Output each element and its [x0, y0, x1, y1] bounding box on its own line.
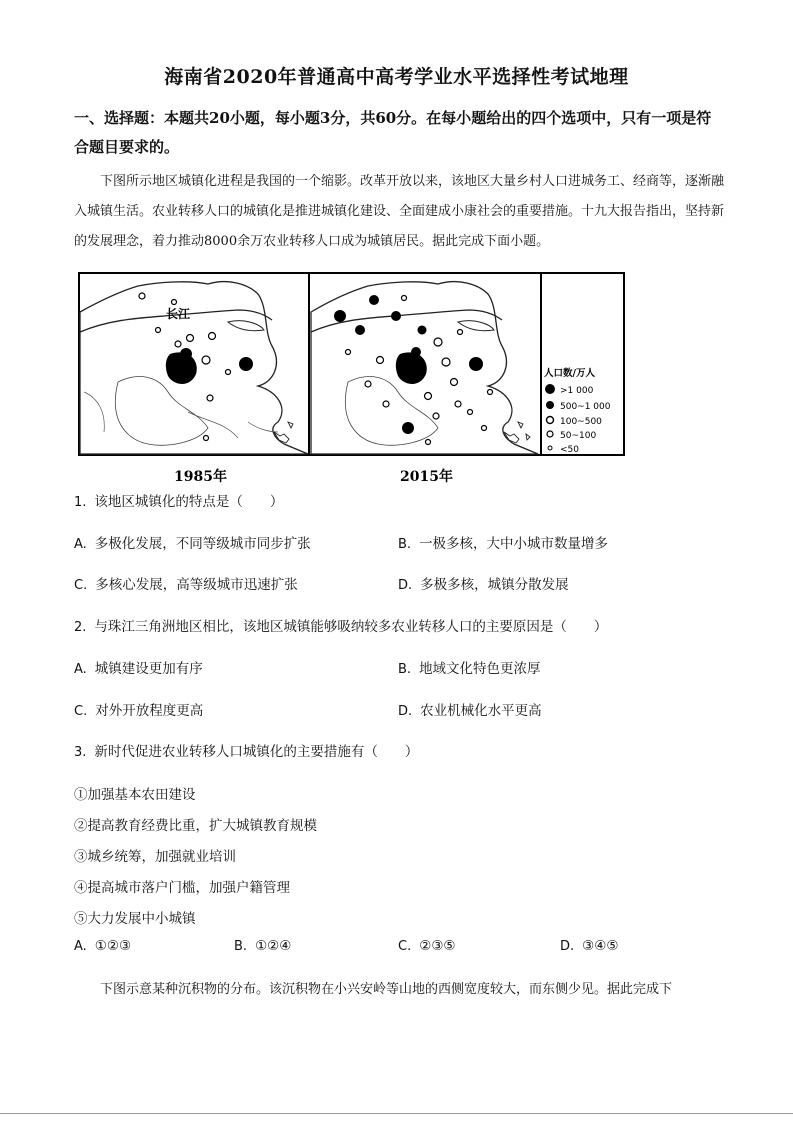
option-text: 城镇建设更加有序: [94, 661, 203, 677]
question-number: 1.: [74, 495, 87, 510]
city-large-2015: [391, 311, 401, 321]
city-medium-1985: [202, 356, 210, 364]
option-text: 多极化发展，不同等级城市同步扩张: [94, 536, 311, 552]
page-title: 海南省2020年普通高中高考学业水平选择性考试地理: [164, 66, 629, 88]
legend-title: 人口数/万人: [544, 368, 595, 379]
q1-option-b[interactable]: [398, 532, 608, 552]
q1-option-d[interactable]: [398, 573, 569, 593]
option-letter: B.: [234, 939, 248, 954]
intro-paragraph: 下图所示地区城镇化进程是我国的一个缩影。改革开放以来，该地区大量乡村人口进城务工、经商等，逐渐融入城镇生活。农业转移人口的城镇化是推进城镇化建设、全面建成小康社会的重要措施。十九大报告指出，坚持新的发展理念，着力推动8000余万农业转移人口成为城镇居民。据此完成下面小题。: [74, 174, 725, 249]
page-bottom-divider: [0, 1113, 793, 1114]
legend-label: >1 000: [560, 386, 594, 396]
option-text: 多核心发展，高等级城市迅速扩张: [95, 577, 298, 593]
legend-symbol-over-1000: [545, 384, 555, 394]
city-large-2015: [334, 310, 346, 322]
map-frame: [79, 273, 624, 455]
q3-item: ③城乡统筹，加强就业培训: [74, 849, 236, 865]
option-text: 地域文化特色更浓厚: [419, 661, 541, 677]
city-small-2015: [455, 401, 461, 407]
option-text: ①②③: [94, 938, 132, 954]
question-text: 该地区城镇化的特点是（ ）: [94, 494, 284, 510]
city-large-2015: [469, 357, 483, 371]
year-caption-1985: 1985年: [174, 469, 227, 485]
option-text: 农业机械化水平更高: [420, 703, 542, 719]
city-small-2015: [482, 426, 487, 431]
q3-option-d[interactable]: [560, 938, 618, 954]
question-number: 3.: [74, 745, 87, 760]
q2-option-c[interactable]: [74, 699, 203, 719]
q3-item: ④提高城市落户门槛，加强户籍管理: [74, 880, 290, 896]
city-small-1985: [172, 300, 177, 305]
city-medium-2015: [377, 357, 384, 364]
city-small-2015: [402, 296, 407, 301]
city-large-1985: [239, 357, 253, 371]
city-small-2015: [383, 401, 389, 407]
legend-symbol-50-100: [547, 431, 553, 437]
map-svg: [78, 272, 630, 488]
city-large-2015: [369, 295, 379, 305]
river-island-1985: [228, 321, 264, 331]
q3-item: ②提高教育经费比重，扩大城镇教育规模: [74, 818, 317, 834]
q1-option-c[interactable]: [74, 573, 298, 593]
legend-symbol-under-50: [548, 446, 552, 450]
city-medium-2015: [442, 358, 450, 366]
option-letter: D.: [398, 704, 413, 719]
q2-option-d[interactable]: [398, 699, 542, 719]
city-small-1985: [207, 395, 213, 401]
city-medium-1985: [187, 335, 194, 342]
legend-label: 500~1 000: [560, 402, 611, 412]
legend-symbol-100-500: [547, 417, 554, 424]
q3-option-b[interactable]: [234, 938, 291, 954]
question-2: [74, 615, 607, 635]
city-small-2015: [468, 410, 473, 415]
city-small-2015: [346, 350, 351, 355]
boundaries-1985: [84, 392, 278, 438]
q3-item: ⑤大力发展中小城镇: [74, 911, 196, 927]
option-letter: A.: [74, 537, 87, 552]
city-small-1985: [139, 293, 145, 299]
city-large-2015: [411, 347, 421, 357]
section-header: 一、选择题：本题共20小题，每小题3分，共60分。在每小题给出的四个选项中，只有一项是符合题目要求的。: [74, 109, 712, 156]
year-caption-2015: 2015年: [400, 469, 453, 485]
river-island-2015: [458, 321, 494, 331]
q3-item: ①加强基本农田建设: [74, 787, 196, 803]
question-text: 与珠江三角洲地区相比，该地区城镇能够吸纳较多农业转移人口的主要原因是（ ）: [94, 619, 608, 635]
city-small-1985: [156, 328, 161, 333]
city-small-1985: [204, 436, 209, 441]
legend-symbol-500-1000: [546, 401, 554, 409]
option-letter: A.: [74, 939, 87, 954]
option-letter: B.: [398, 537, 412, 552]
map-legend: [544, 367, 611, 455]
option-text: 对外开放程度更高: [95, 703, 204, 719]
legend-label: 50~100: [560, 431, 597, 441]
city-medium-1985: [209, 333, 216, 340]
option-text: ③④⑤: [582, 938, 619, 954]
question-text: 新时代促进农业转移人口城镇化的主要措施有（ ）: [94, 744, 419, 760]
city-small-1985: [226, 370, 231, 375]
map-1985: [80, 282, 308, 454]
city-small-2015: [458, 330, 463, 335]
urbanization-map-figure: [78, 272, 630, 488]
city-small-2015: [426, 440, 431, 445]
question-3: [74, 740, 418, 760]
city-small-2015: [433, 413, 439, 419]
option-letter: C.: [398, 939, 412, 954]
city-large-2015: [402, 422, 414, 434]
legend-label: 100~500: [560, 417, 602, 427]
question-number: 2.: [74, 620, 87, 635]
lake-outline-1985: [115, 377, 208, 446]
q2-option-a[interactable]: [74, 657, 203, 677]
city-medium-2015: [451, 379, 458, 386]
question-1: [74, 490, 283, 510]
option-letter: C.: [74, 578, 88, 593]
option-letter: A.: [74, 662, 87, 677]
city-large-2015: [355, 325, 365, 335]
city-large-1985: [180, 348, 192, 360]
q3-option-a[interactable]: [74, 938, 131, 954]
next-section-intro: 下图示意某种沉积物的分布。该沉积物在小兴安岭等山地的西侧宽度较大，而东侧少见。据此完成下: [100, 982, 673, 997]
city-small-2015: [365, 381, 371, 387]
q1-option-a[interactable]: [74, 532, 311, 552]
islands-1985: [274, 422, 293, 443]
legend-label: <50: [560, 445, 579, 455]
option-text: 多极多核，城镇分散发展: [420, 577, 569, 593]
q3-option-c[interactable]: [398, 938, 456, 954]
city-small-1985: [175, 341, 181, 347]
city-mega-2015: [396, 352, 427, 384]
option-letter: B.: [398, 662, 412, 677]
map-label-yangtze: 长江: [166, 307, 191, 321]
option-text: ②③⑤: [419, 938, 456, 954]
city-medium-2015: [434, 338, 442, 346]
city-large-2015: [418, 326, 427, 335]
map-2015: [311, 282, 538, 454]
option-text: 一极多核，大中小城市数量增多: [419, 536, 609, 552]
city-small-2015: [488, 390, 493, 395]
option-letter: C.: [74, 704, 88, 719]
option-letter: D.: [398, 578, 413, 593]
city-medium-2015: [425, 393, 432, 400]
option-letter: D.: [560, 939, 575, 954]
q2-option-b[interactable]: [398, 657, 541, 677]
lake-outline-2015: [345, 377, 438, 446]
option-text: ①②④: [255, 938, 292, 954]
